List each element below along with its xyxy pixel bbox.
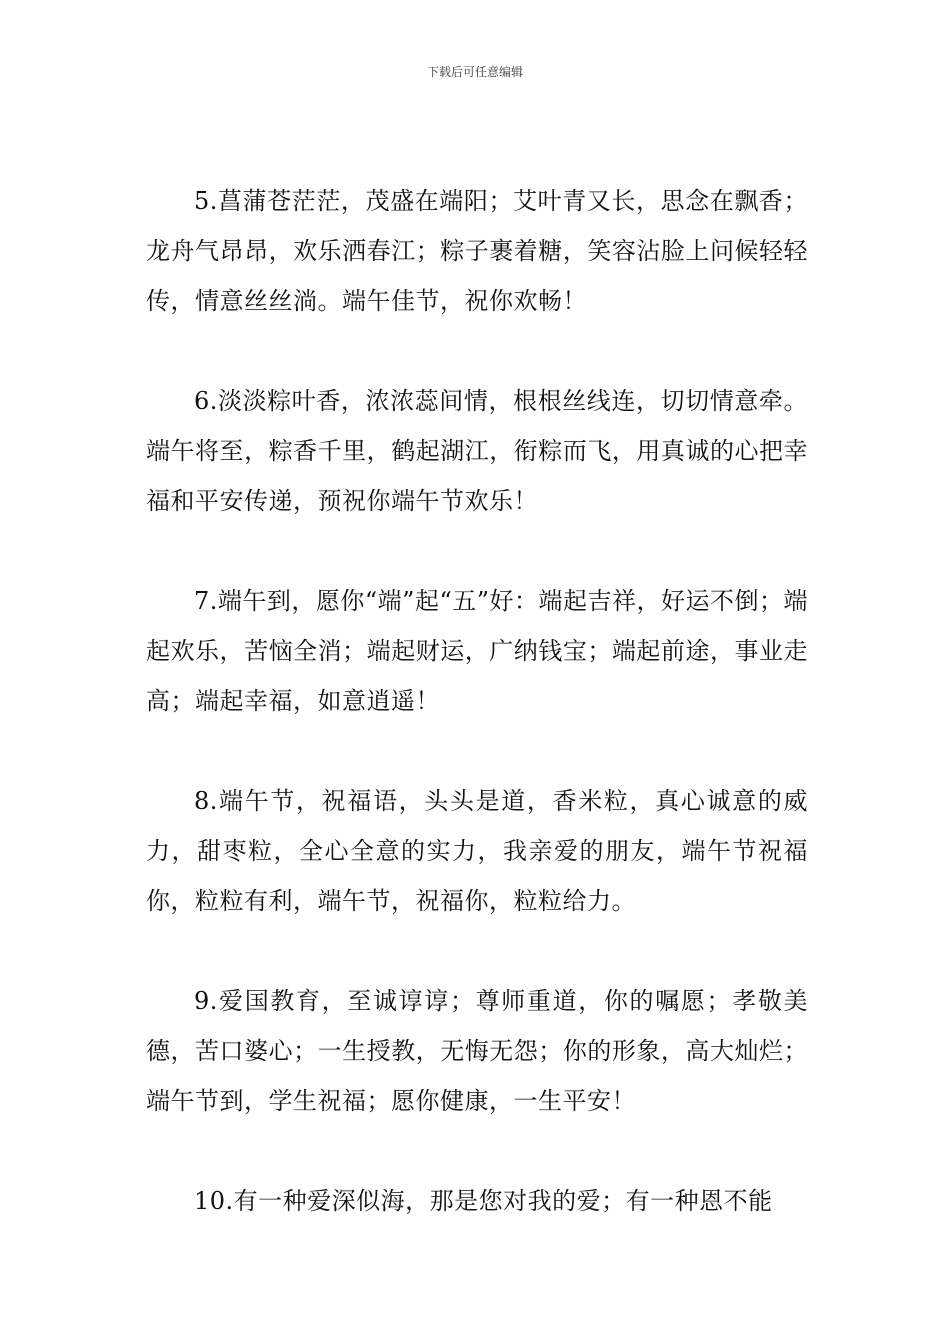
paragraph-7: 7.端午到，愿你“端”起“五”好：端起吉祥，好运不倒；端起欢乐，苦恼全消；端起财运，广纳钱宝；端起前途，事业走高；端起幸福，如意逍遥！ <box>146 587 808 715</box>
paragraph-6: 6.淡淡粽叶香，浓浓蕊间情，根根丝线连，切切情意牵。端午将至，粽香千里，鹤起湖江，衔粽而飞，用真诚的心把幸福和平安传递，预祝你端午节欢乐！ <box>146 387 808 515</box>
paragraph-8: 8.端午节，祝福语，头头是道，香米粒，真心诚意的威力，甜枣粒，全心全意的实力，我亲爱的朋友，端午节祝福你，粒粒有利，端午节，祝福你，粒粒给力。 <box>146 787 808 915</box>
document-body <box>146 176 808 1226</box>
paragraph-10: 10.有一种爱深似海，那是您对我的爱；有一种恩不能 <box>194 1187 773 1215</box>
page-header: 下载后可任意编辑 <box>426 65 523 79</box>
paragraph-9: 9.爱国教育，至诚谆谆；尊师重道，你的嘱愿；孝敬美德，苦口婆心；一生授教，无悔无怨；你的形象，高大灿烂；端午节到，学生祝福；愿你健康，一生平安！ <box>146 987 808 1115</box>
paragraph-5: 5.菖蒲苍茫茫，茂盛在端阳；艾叶青又长，思念在飘香；龙舟气昂昂，欢乐洒春江；粽子裹着糖，笑容沾脸上问候轻轻传，情意丝丝淌。端午佳节，祝你欢畅！ <box>146 187 808 315</box>
